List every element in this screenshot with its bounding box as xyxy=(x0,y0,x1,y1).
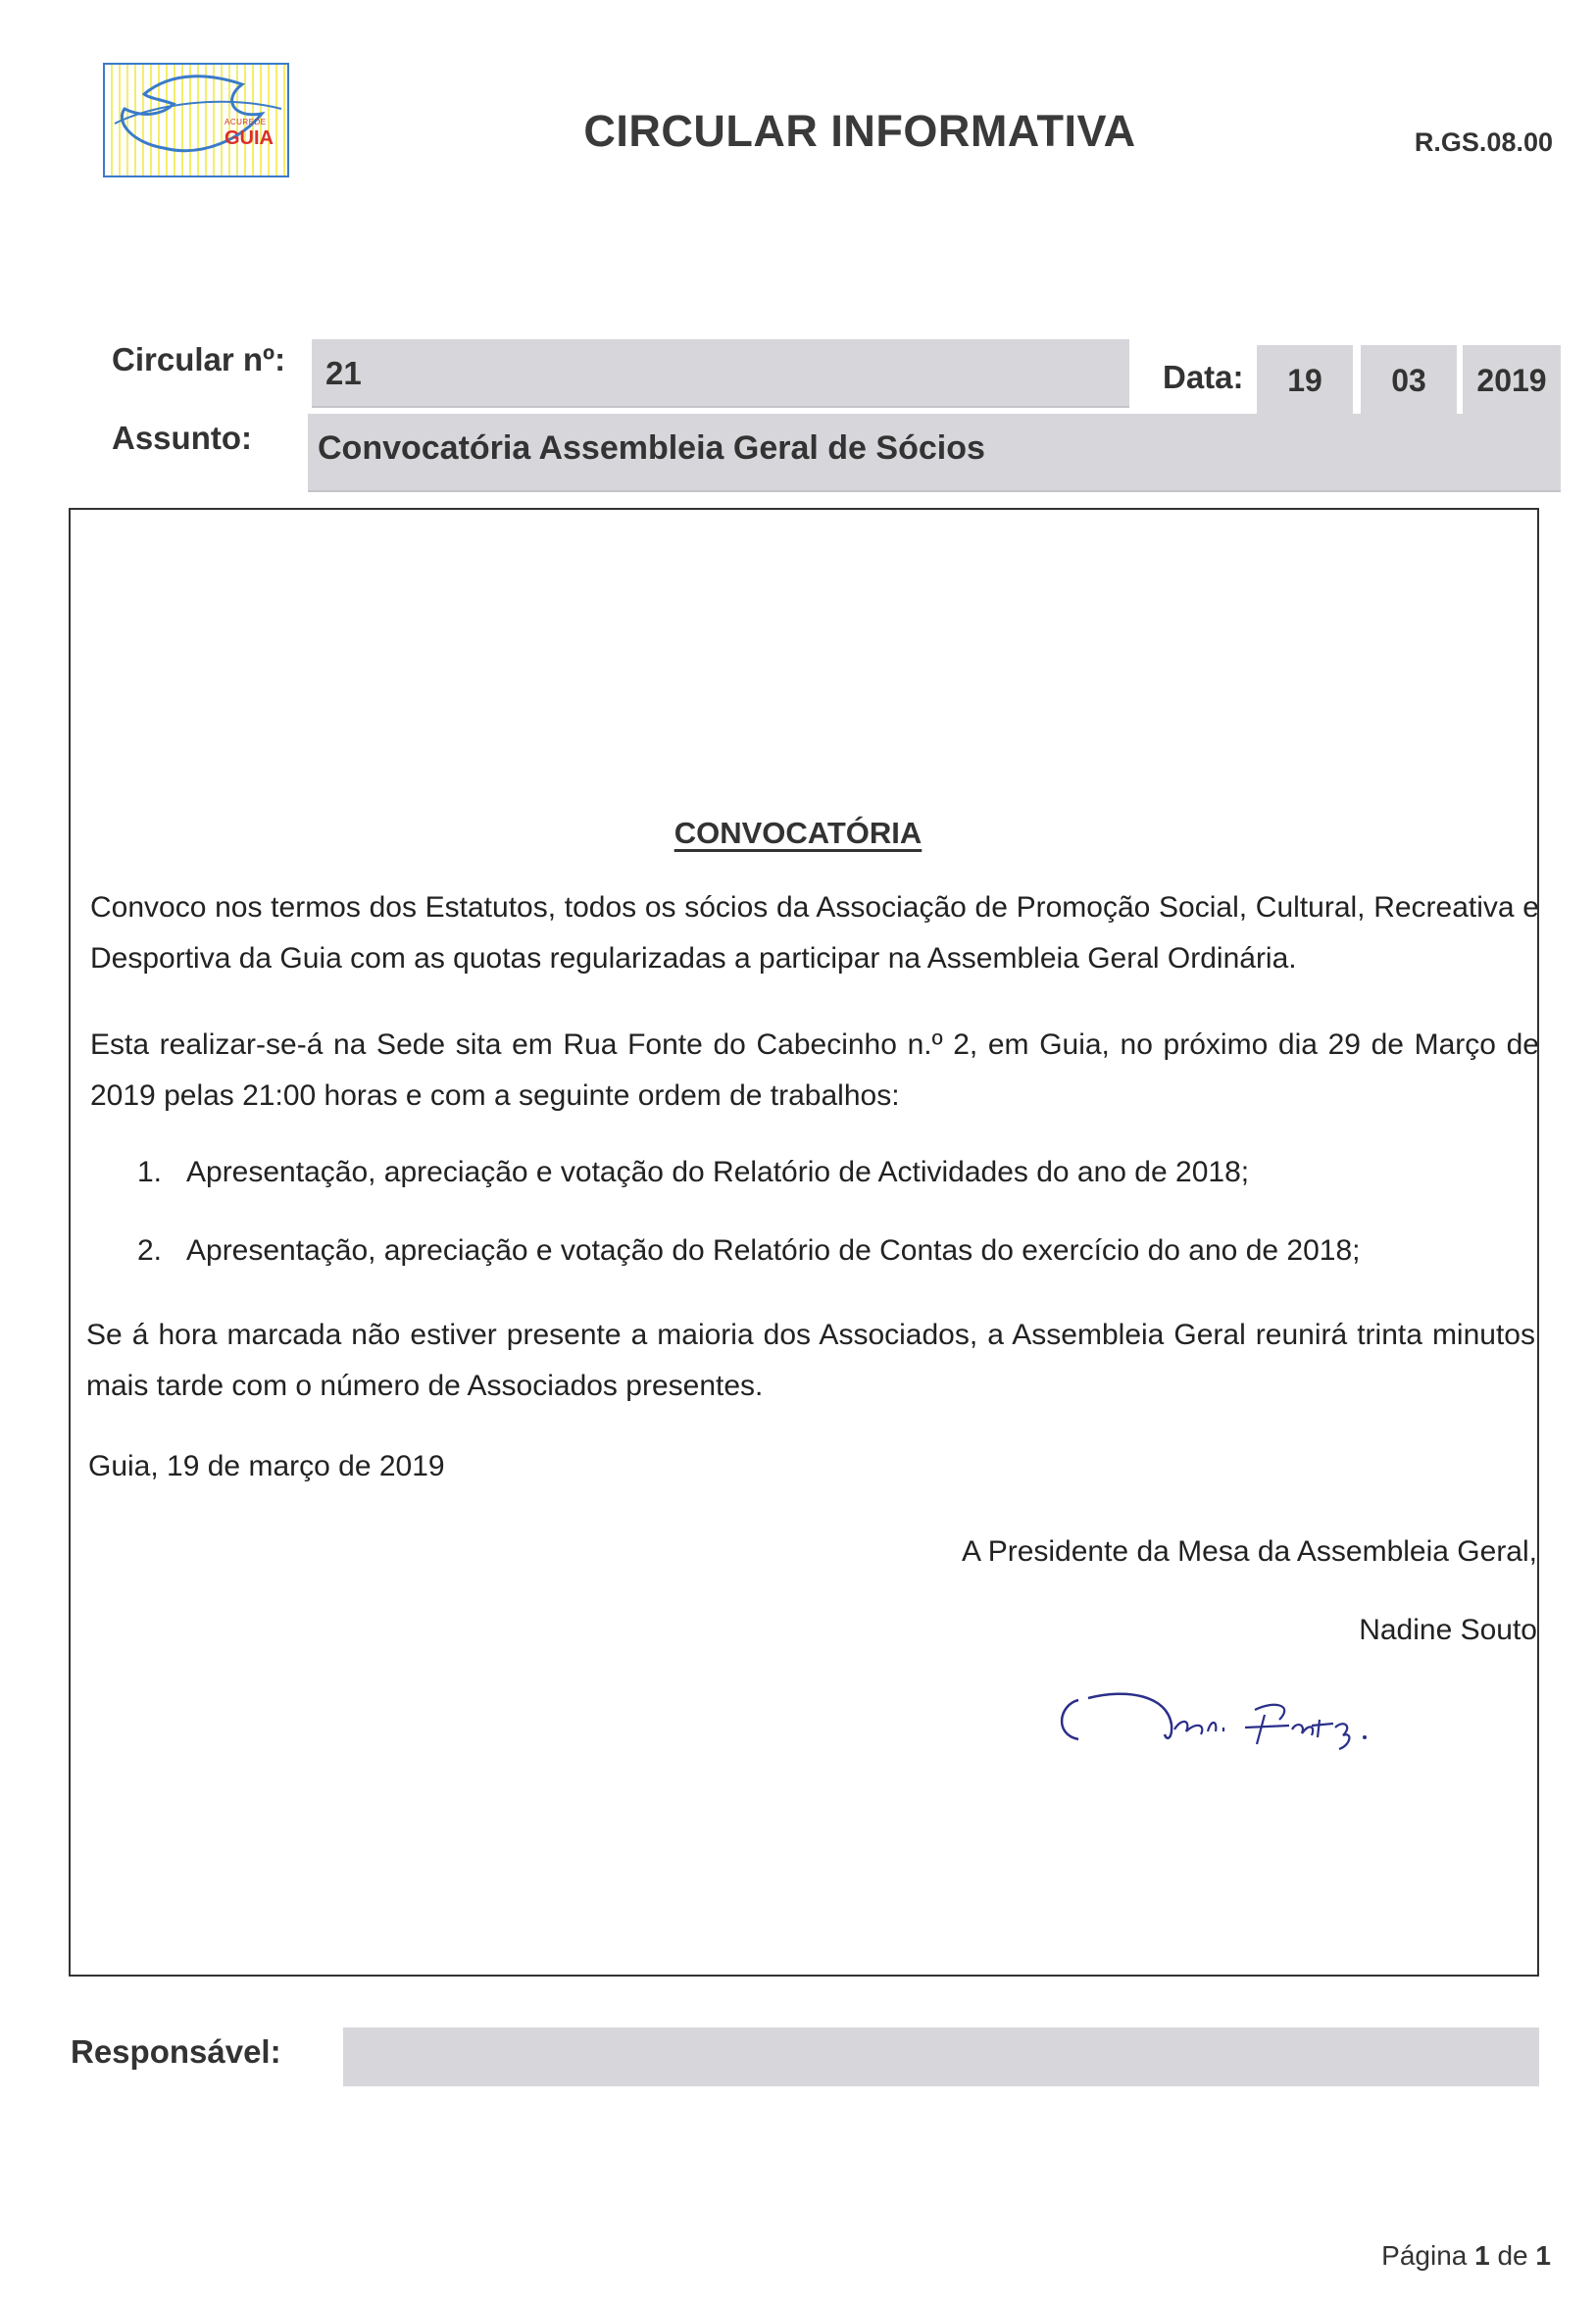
agenda-item-text: Apresentação, apreciação e votação do Relatório de Actividades do ano de 2018; xyxy=(186,1156,1250,1188)
logo-name: GUIA xyxy=(224,127,274,149)
paragraph-meeting-details: Esta realizar-se-á na Sede sita em Rua Fonte do Cabecinho n.º 2, em Guia, no próximo dia 29 de Março de 2019 pelas 21:00 horas e com a seguinte ordem de trabalhos: xyxy=(90,1028,1539,1112)
signatory-role: A Presidente da Mesa da Assembleia Geral, xyxy=(962,1535,1537,1568)
page-total: 1 xyxy=(1535,2240,1551,2271)
document-title: CIRCULAR INFORMATIVA xyxy=(583,106,1136,156)
agenda-item-1 xyxy=(137,1153,1249,1192)
convocation-heading-text: CONVOCATÓRIA xyxy=(673,816,923,850)
page-of: de xyxy=(1497,2240,1528,2271)
handwritten-signature-icon xyxy=(1049,1680,1441,1759)
place-date: Guia, 19 de março de 2019 xyxy=(88,1450,445,1482)
paragraph-convocation: Convoco nos termos dos Estatutos, todos os sócios da Associação de Promoção Social, Cultural, Recreativa e Desportiva da Guia com as quotas regularizadas a participar na Assembleia Geral Ordinária. xyxy=(90,891,1539,975)
agenda-item-number: 2. xyxy=(137,1234,163,1267)
logo-small-text: ACUREDE xyxy=(224,118,267,126)
date-day-field: 19 xyxy=(1257,345,1353,416)
convocation-heading xyxy=(0,816,1596,851)
circular-number-field: 21 xyxy=(312,339,1129,408)
responsible-label: Responsável: xyxy=(71,2033,281,2070)
paragraph-quorum: Se á hora marcada não estiver presente a maioria dos Associados, a Assembleia Geral reunirá trinta minutos mais tarde com o número de Associados presentes. xyxy=(86,1319,1535,1402)
date-year-field: 2019 xyxy=(1463,345,1561,416)
agenda-item-text: Apresentação, apreciação e votação do Relatório de Contas do exercício do ano de 2018; xyxy=(186,1234,1361,1267)
subject-field: Convocatória Assembleia Geral de Sócios xyxy=(308,414,1561,492)
page-number xyxy=(1381,2240,1551,2272)
responsible-field xyxy=(343,2028,1539,2086)
agenda-item-2 xyxy=(137,1231,1360,1271)
subject-label: Assunto: xyxy=(112,420,252,456)
circular-label: Circular nº: xyxy=(112,341,286,377)
page-label: Página xyxy=(1381,2240,1468,2271)
date-label: Data: xyxy=(1163,359,1244,395)
date-month-field: 03 xyxy=(1361,345,1457,416)
document-code: R.GS.08.00 xyxy=(1414,127,1553,157)
agenda-item-number: 1. xyxy=(137,1156,163,1188)
page-current: 1 xyxy=(1474,2240,1490,2271)
signatory-name: Nadine Souto xyxy=(1359,1614,1537,1646)
